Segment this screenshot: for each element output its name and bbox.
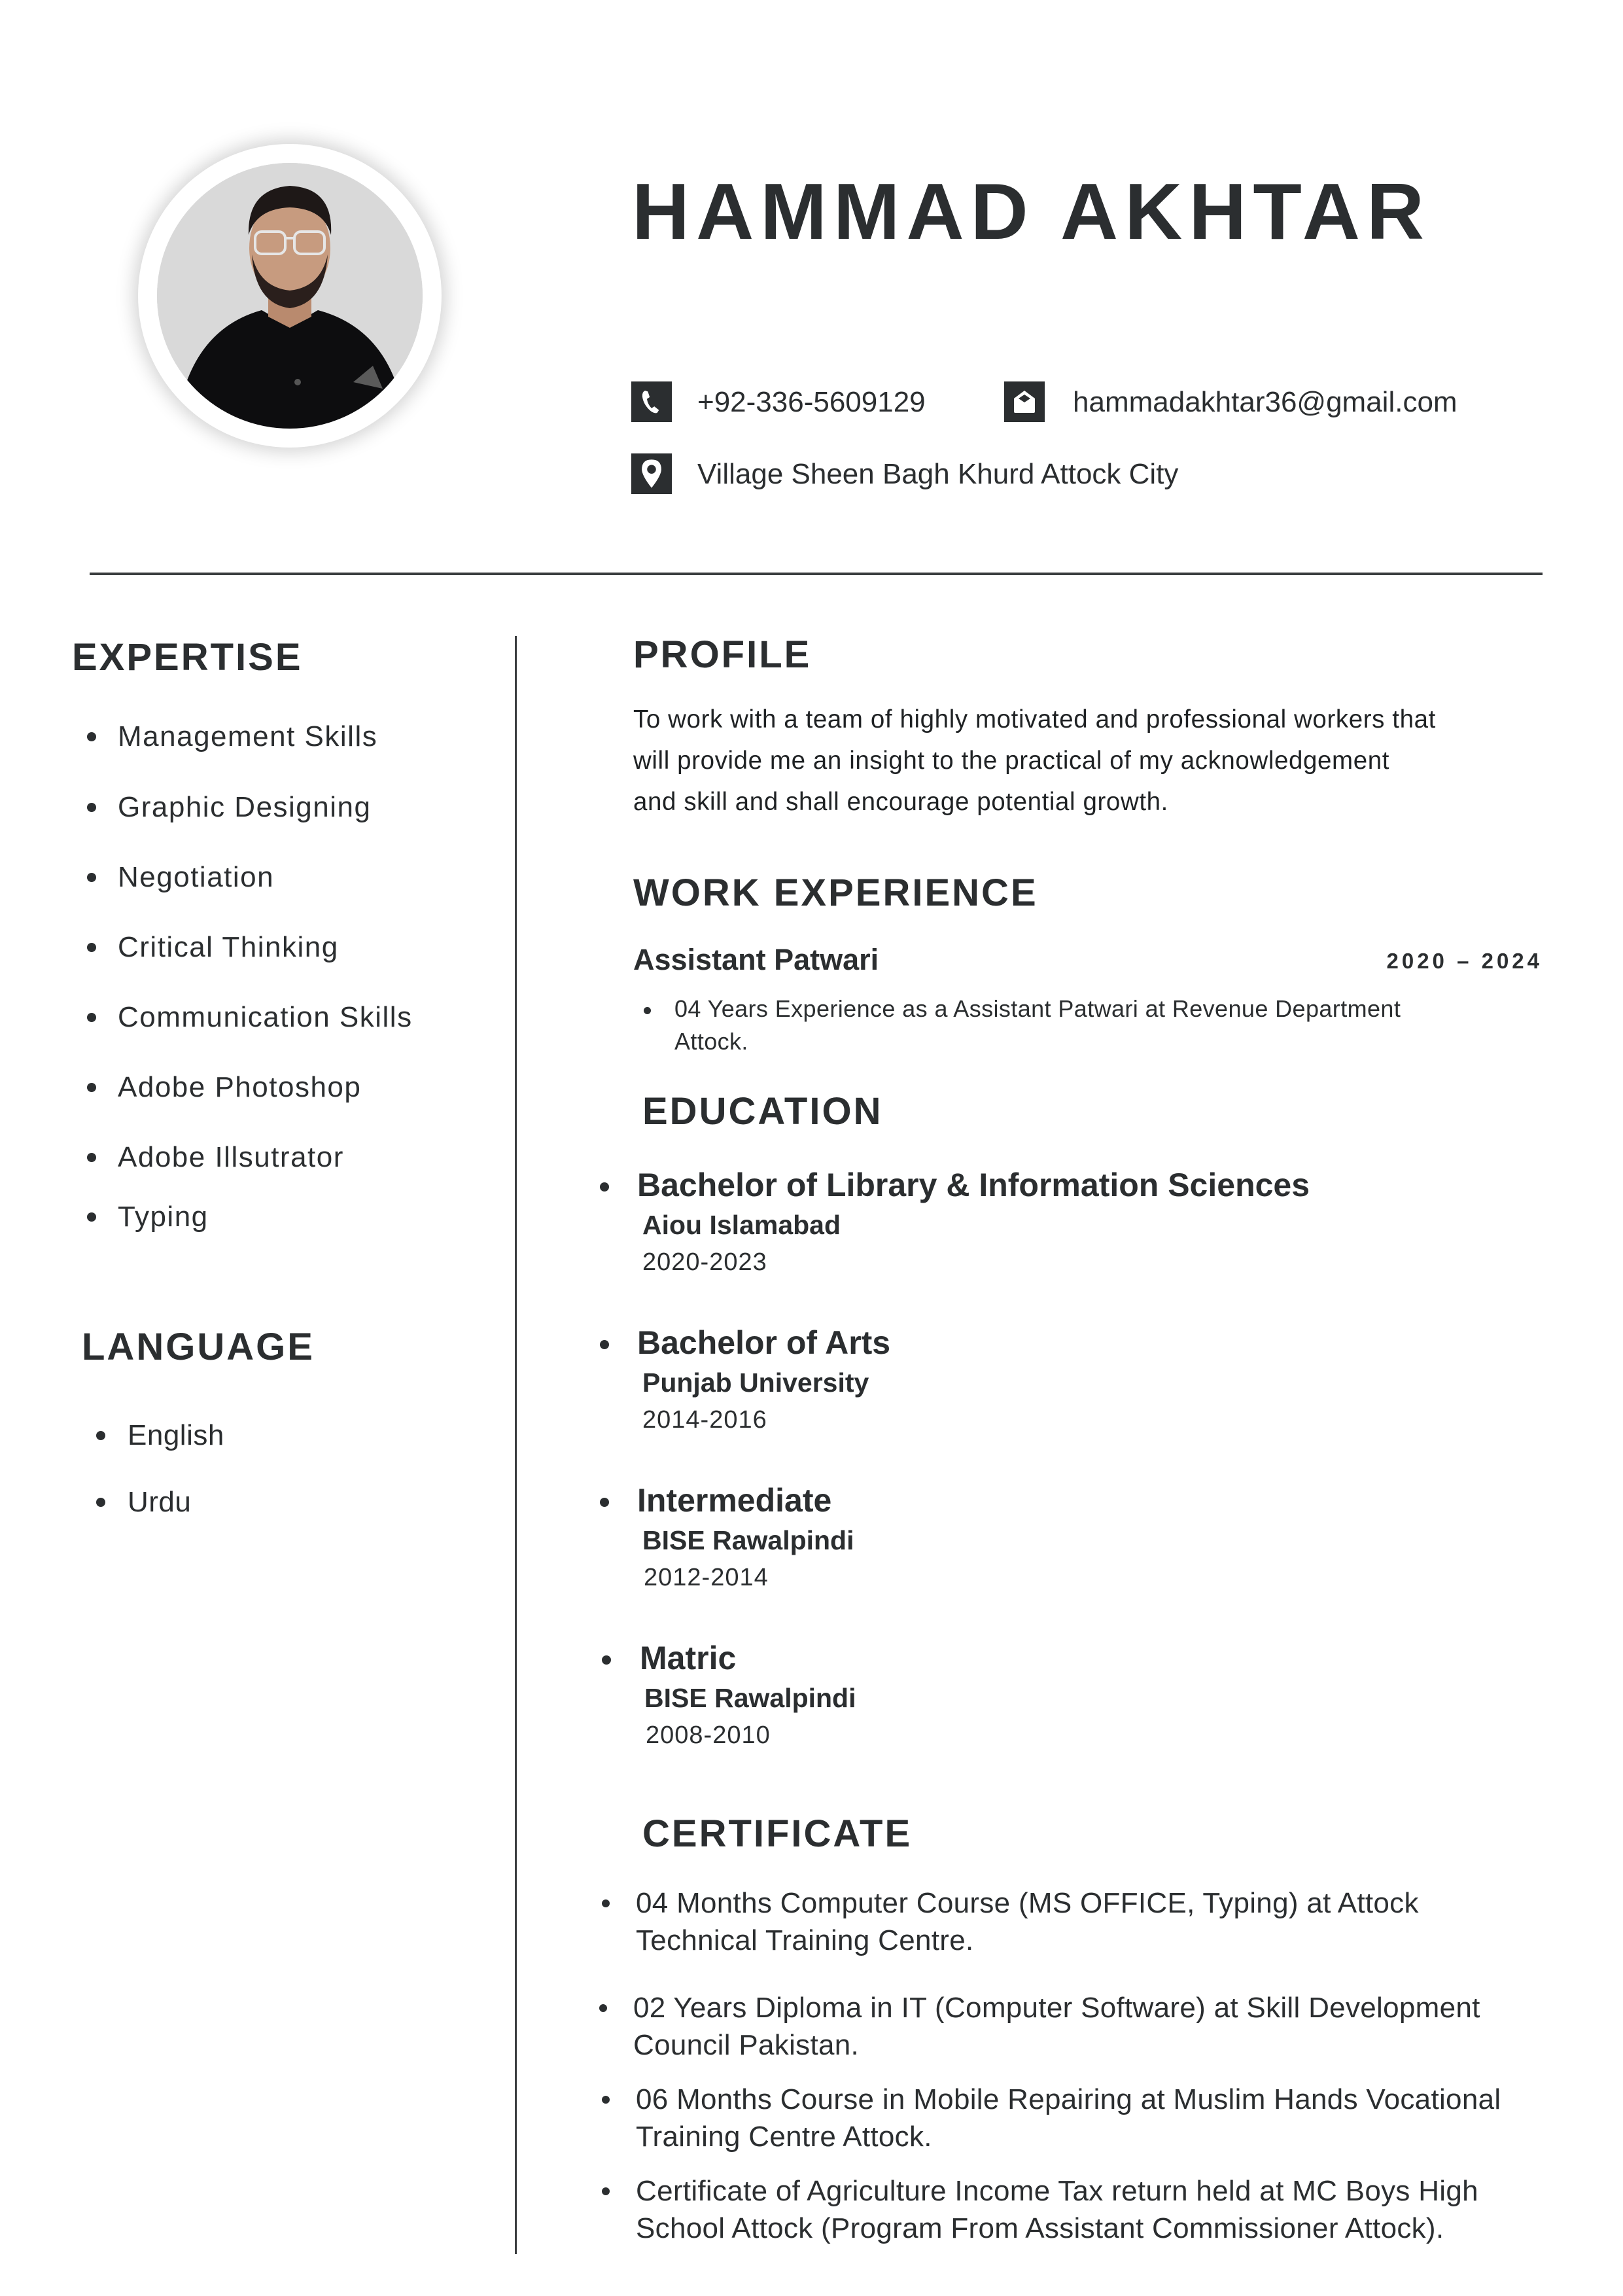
avatar (157, 163, 423, 429)
job-desc-line: Attock. (674, 1028, 748, 1055)
bullet-icon (602, 2096, 610, 2104)
job-dates: 2020 – 2024 (1386, 949, 1543, 973)
bullet-icon (87, 873, 96, 882)
institution: Punjab University (642, 1368, 869, 1398)
years: 2008-2010 (646, 1722, 771, 1749)
candidate-name: HAMMAD AKHTAR (632, 167, 1431, 256)
years: 2012-2014 (644, 1564, 769, 1591)
bullet-icon (602, 1655, 611, 1665)
envelope-open-icon (1004, 381, 1045, 422)
profile-line: To work with a team of highly motivated and professional workers that (633, 705, 1436, 733)
degree: Intermediate (637, 1482, 832, 1519)
phone-icon (631, 381, 672, 422)
profile-heading: PROFILE (633, 633, 812, 676)
address: Village Sheen Bagh Khurd Attock City (697, 458, 1179, 490)
bullet-icon (602, 2187, 610, 2195)
certificate-item (599, 1989, 1554, 2064)
degree: Bachelor of Arts (637, 1324, 891, 1361)
profile-photo (157, 163, 423, 429)
email-address[interactable]: hammadakhtar36@gmail.com (1073, 386, 1457, 418)
bullet-icon (87, 1212, 96, 1222)
bullet-icon (87, 1013, 96, 1022)
language-item: Urdu (96, 1488, 191, 1517)
certificate-line: School Attock (Program From Assistant Commissioner Attock). (636, 2212, 1444, 2244)
expertise-item: Critical Thinking (87, 933, 339, 962)
language-item: English (96, 1421, 224, 1450)
bullet-icon (87, 943, 96, 952)
language-heading: LANGUAGE (82, 1326, 315, 1368)
institution: Aiou Islamabad (642, 1210, 841, 1240)
certificate-item (602, 2081, 1557, 2155)
bullet-icon (87, 732, 96, 741)
bullet-icon (96, 1431, 105, 1440)
bullet-icon (644, 1007, 651, 1014)
profile-summary (633, 699, 1562, 822)
certificate-line: Council Pakistan. (633, 2029, 860, 2061)
bullet-icon (87, 803, 96, 812)
column-divider (515, 636, 517, 2254)
expertise-heading: EXPERTISE (72, 636, 303, 679)
bullet-icon (600, 1498, 609, 1507)
job-title: Assistant Patwari (633, 943, 879, 976)
bullet-icon (599, 2004, 607, 2012)
bullet-icon (96, 1498, 105, 1507)
expertise-item: Typing (87, 1203, 209, 1231)
institution: BISE Rawalpindi (642, 1525, 854, 1555)
profile-line: will provide me an insight to the practical of my acknowledgement (633, 747, 1390, 775)
expertise-item: Communication Skills (87, 1003, 413, 1032)
certificate-line: Technical Training Centre. (636, 1924, 974, 1956)
certificate-item (602, 1884, 1557, 1959)
bullet-icon (600, 1340, 609, 1349)
degree: Matric (640, 1640, 737, 1676)
certificate-line: Training Centre Attock. (636, 2121, 932, 2153)
certificate-line: 04 Months Computer Course (MS OFFICE, Typing) at Attock (636, 1887, 1419, 1919)
certificate-line: 02 Years Diploma in IT (Computer Software) at Skill Development (633, 1992, 1480, 2024)
bullet-icon (87, 1153, 96, 1162)
header-divider (90, 573, 1543, 575)
profile-line: and skill and shall encourage potential growth. (633, 788, 1168, 816)
bullet-icon (600, 1182, 609, 1192)
degree: Bachelor of Library & Information Sciences (637, 1167, 1310, 1203)
map-pin-icon (631, 453, 672, 494)
institution: BISE Rawalpindi (644, 1683, 856, 1713)
expertise-item: Adobe Illsutrator (87, 1143, 344, 1172)
expertise-item: Management Skills (87, 722, 377, 751)
expertise-item: Graphic Designing (87, 793, 371, 822)
bullet-icon (602, 1899, 610, 1907)
expertise-item: Adobe Photoshop (87, 1073, 361, 1102)
phone-number[interactable]: +92-336-5609129 (697, 386, 926, 418)
expertise-item: Negotiation (87, 863, 274, 892)
certificate-line: Certificate of Agriculture Income Tax return held at MC Boys High (636, 2175, 1478, 2207)
certificate-heading: CERTIFICATE (642, 1812, 913, 1855)
job-bullet (644, 993, 1560, 1058)
work-experience-heading: WORK EXPERIENCE (633, 872, 1038, 914)
education-heading: EDUCATION (642, 1090, 883, 1133)
years: 2014-2016 (642, 1406, 767, 1434)
job-desc-line: 04 Years Experience as a Assistant Patwari at Revenue Department (674, 995, 1401, 1022)
years: 2020-2023 (642, 1248, 767, 1276)
bullet-icon (87, 1083, 96, 1092)
certificate-line: 06 Months Course in Mobile Repairing at Muslim Hands Vocational (636, 2083, 1501, 2115)
certificate-item (602, 2172, 1557, 2247)
